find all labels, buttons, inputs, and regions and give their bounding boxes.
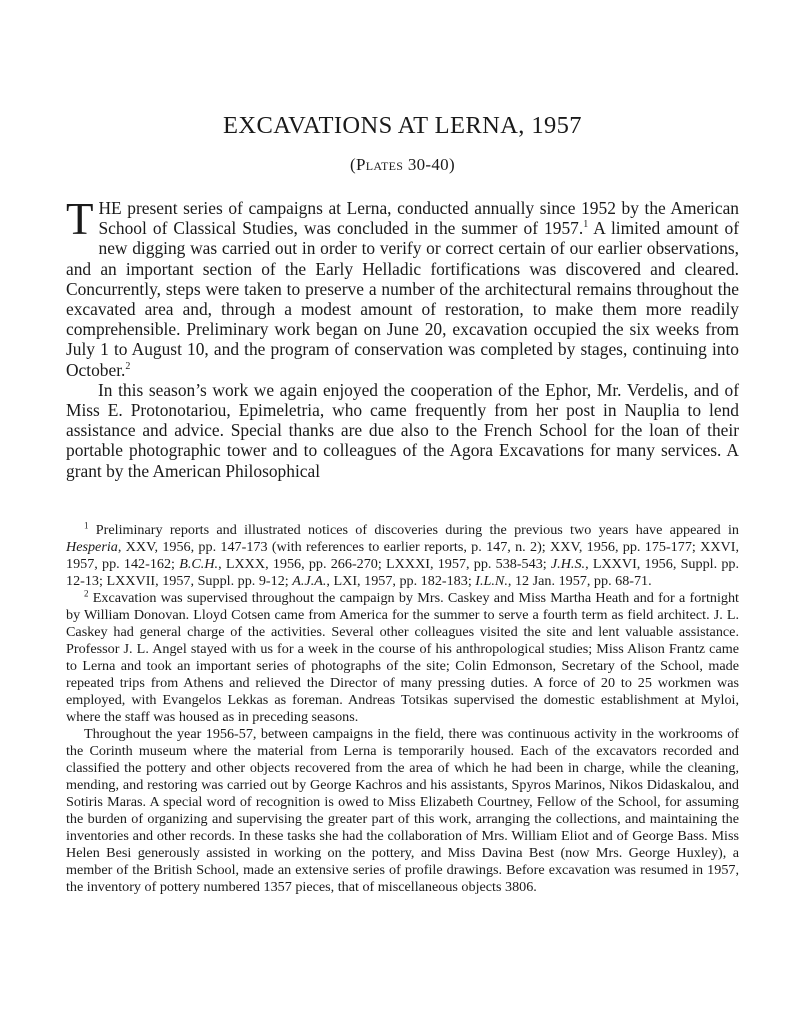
body-text bbox=[66, 194, 739, 481]
citation-jhs: J.H.S. bbox=[550, 556, 586, 572]
footnote-2-text: Excavation was supervised throughout the campaign by Mrs. Caskey and Miss Martha Heath and for a fortnight by William Donovan. Lloyd Cotsen came from America for the summer to serve a fourth term as field architect. J. L. Caskey had general charge of the activities. Several other colleagues visited the site and lent valuable assistance. Professor J. L. Angel stayed with us for a week in the course of his anthropological studies; Miss Alison Frantz came to Lerna and took an important series of photographs of the site; Colin Edmonson, Secretary of the School, made repeated trips from Athens and relieved the Director of many pressing duties. A force of 20 to 25 workmen was employed, with Evangelos Lekkas as foreman. Andreas Totsikas supervised the domestic establishment at Myloi, where the staff was housed as in preceding seasons. bbox=[66, 590, 739, 725]
footnote-1-text: Preliminary reports and illustrated notices of discoveries during the previous two years have appeared in bbox=[88, 522, 739, 538]
citation-bch: B.C.H. bbox=[179, 556, 219, 572]
citation-hesperia: Hesperia bbox=[66, 539, 118, 555]
footnote-2-number: 2 bbox=[84, 588, 89, 599]
second-paragraph: In this season’s work we again enjoyed the cooperation of the Ephor, Mr. Verdelis, and of Miss E. Protonotariou, Epimeletria, who came frequently from her post in Nauplia to lend assistance and advice. Special thanks are due also to the French School for the loan of their portable photographic tower and to colleagues of the Agora Excavations for many services. A grant by the American Philosophical bbox=[66, 379, 739, 481]
footnote-1-number: 1 bbox=[84, 520, 89, 531]
footnote-ref-1[interactable]: 1 bbox=[583, 219, 589, 231]
footnote-1-text: , XXV, 1956, pp. 147-173 (with references to earlier reports, p. 147, n. 2); XXV, 1956, pp. 175-177; XXVI, 1957, pp. 142-162; bbox=[66, 539, 739, 572]
citation-aja: A.J.A. bbox=[292, 573, 327, 589]
footnote-ref-2[interactable]: 2 bbox=[125, 360, 131, 372]
footnote-2 bbox=[66, 590, 739, 726]
footnote-2-continuation: Throughout the year 1956-57, between campaigns in the field, there was continuous activity in the workrooms of the Corinth museum where the material from Lerna is temporarily housed. Each of the excavators recorded and classified the pottery and other objects recovered from the area of which he had been in charge, while the cleaning, mending, and restoring was carried out by George Kachros and his assistants, Spyros Marinos, Nikos Didaskalou, and Sotiris Maras. A special word of recognition is owed to Miss Elizabeth Courtney, Fellow of the School, for assuming the burden of organizing and supervising the greater part of this work, arranging the collections, and maintaining the inventories and other records. In these tasks she had the collaboration of Mrs. William Eliot and of George Bass. Miss Helen Besi generously assisted in working on the pottery, and Miss Davina Best (now Mrs. George Huxley), a member of the British School, made an extensive series of profile drawings. Before excavation was resumed in 1957, the inventory of pottery numbered 1357 pieces, that of miscellaneous objects 3806. bbox=[66, 726, 739, 895]
footnote-1-text: , LXXVI, 1956, Suppl. pp. 12-13; LXXVII, 1957, Suppl. pp. 9-12; bbox=[66, 556, 739, 589]
citation-iln: I.L.N. bbox=[475, 573, 508, 589]
footnotes bbox=[66, 522, 739, 896]
footnote-1-text: , LXI, 1957, pp. 182-183; bbox=[326, 573, 476, 589]
intro-paragraph bbox=[66, 194, 739, 380]
intro-text: HE present series of campaigns at Lerna, conducted annually since 1952 by the American School of Classical Studies, was concluded in the summer of 1957. bbox=[98, 198, 739, 239]
footnote-1-text: , 12 Jan. 1957, pp. 68-71. bbox=[507, 573, 652, 589]
footnote-1 bbox=[66, 522, 739, 590]
plates-reference: (Plates 30-40) bbox=[350, 155, 455, 174]
intro-text-continued: A limited amount of new digging was carried out in order to verify or correct certain of our earlier observations, and an important section of the Early Helladic fortifications was discovered and cleared. Concurrently, steps were taken to preserve a number of the architectural remains throughout the excavated area and, through a modest amount of restoration, to make them more readily comprehensible. Preliminary work began on June 20, excavation occupied the six weeks from July 1 to August 10, and the program of conservation was completed by stages, continuing into October. bbox=[66, 218, 739, 380]
drop-cap: T bbox=[66, 194, 94, 244]
article-title: EXCAVATIONS AT LERNA, 1957 bbox=[223, 112, 582, 139]
footnote-1-text: , LXXX, 1956, pp. 266-270; LXXXI, 1957, pp. 538-543; bbox=[218, 556, 551, 572]
